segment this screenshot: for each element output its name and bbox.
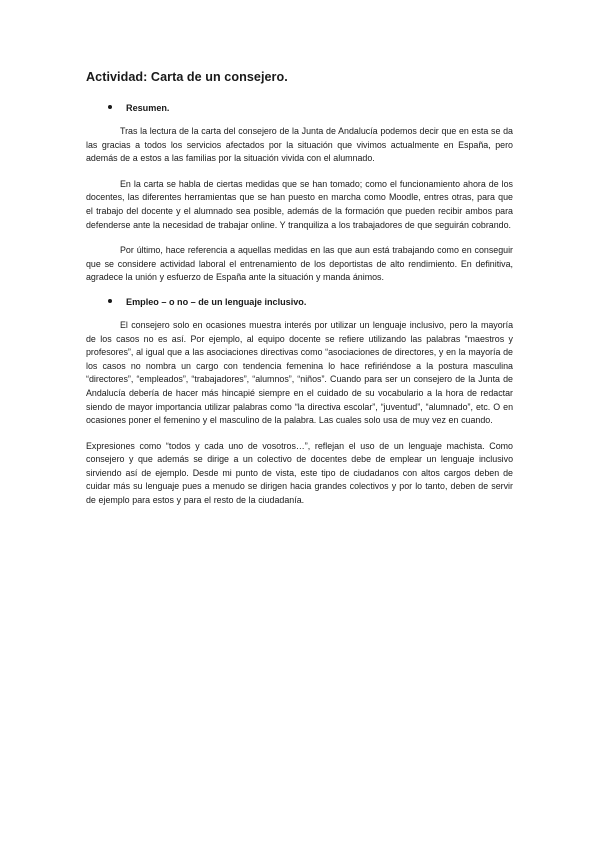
paragraph: El consejero solo en ocasiones muestra interés por utilizar un lenguaje inclusivo, pero la mayoría de los casos no es así. Por ejemplo, al equipo docente se refiere utilizando las palabras “maestros y profesores”, al igual que a las asociaciones directivas como “asociaciones de directores, y en la mayoría de los casos no nombra un cargo con tendencia femenina lo hace refiriéndose a la postura masculina “directores”, “empleados”, “trabajadores”, “alumnos”, “niños”. Cuando para ser un consejero de la Junta de Andalucía debería de hacer más hincapié siempre en el cuidado de su vocabulario a la hora de redactar siendo de mayor importancia utilizar palabras como “la directiva escolar”, “juventud”, “alumnado”, etc. O en ocasiones poner el femenino y el masculino de la palabra. Las cuales solo usa de muy vez en cuando. <box>86 319 513 426</box>
bullet-icon <box>108 299 112 303</box>
section-heading-lenguaje-inclusivo <box>86 297 513 307</box>
paragraph: Tras la lectura de la carta del consejero de la Junta de Andalucía podemos decir que en esta se da las gracias a todos los servicios afectados por la situación que vivimos actualmente en España, pero además de a estos a las familias por la situación vivida con el alumnado. <box>86 126 513 164</box>
paragraph: Expresiones como “todos y cada uno de vosotros…”, reflejan el uso de un lenguaje machista. Como consejero y que además se dirige a un colectivo de docentes debe de emplear un lenguaje inclusivo sirviendo así de ejemplo. Desde mi punto de vista, este tipo de ciudadanos con altos cargos deben de cuidar más su lenguaje pues a menudo se dirigen hacia grandes colectivos y por lo tanto, deben de servir de ejemplo para estos y para el resto de la ciudadanía. <box>86 440 513 506</box>
paragraph: Por último, hace referencia a aquellas medidas en las que aun está trabajando como en conseguir que se considere actividad laboral el entrenamiento de los deportistas de alto rendimiento. En definitiva, agradece la unión y esfuerzo de España ante la situación y manda ánimos. <box>86 245 513 283</box>
section-heading-label: Empleo – o no – de un lenguaje inclusivo. <box>126 296 307 307</box>
page-title: Actividad: Carta de un consejero. <box>86 70 288 84</box>
section-heading-label: Resumen. <box>126 103 170 113</box>
bullet-icon <box>108 105 112 109</box>
paragraph: En la carta se habla de ciertas medidas que se han tomado; como el funcionamiento ahora de los docentes, las diferentes herramientas que se han puesto en marcha como Moodle, entres otras, para que el trabajo del docente y el alumnado sea posible, además de la formación que pueden recibir ambos para defenderse ante la necesidad de trabajar online. Y tranquiliza a los trabajadores de que seguirán cobrando. <box>86 178 513 230</box>
section-heading-resumen <box>86 103 513 113</box>
document-content <box>86 70 513 520</box>
